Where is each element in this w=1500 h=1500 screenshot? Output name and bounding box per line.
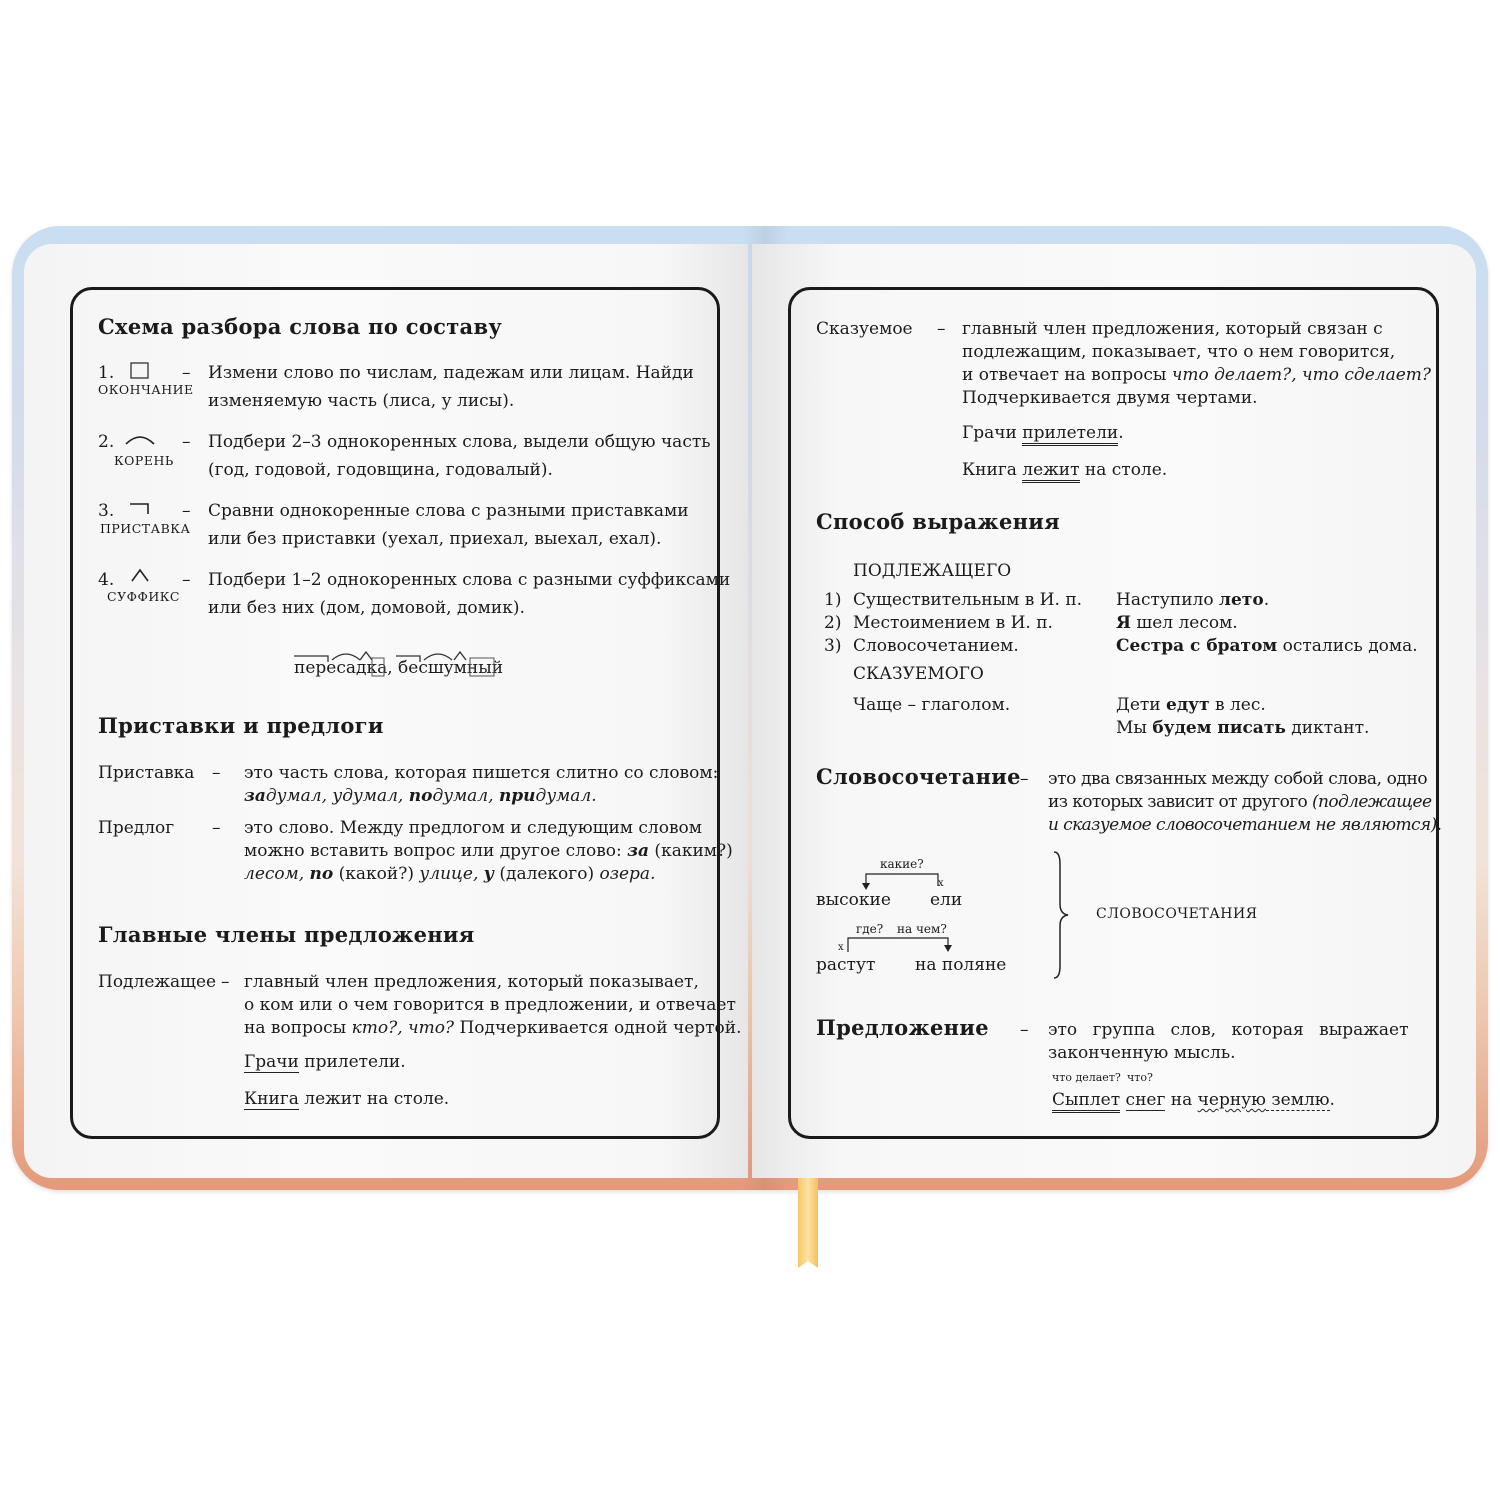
predicate-definition: подлежащим, показывает, что о нем говорится,	[962, 342, 1396, 362]
suffix-icon	[130, 567, 150, 583]
predicate-example: Книга лежит на столе.	[962, 459, 1167, 482]
prefix-term: Приставка	[98, 763, 195, 783]
phrase-word: высокие	[816, 890, 891, 910]
predicate-definition: главный член предложения, который связан с	[962, 319, 1383, 339]
phrase-question: где?	[856, 922, 884, 936]
morph-example: пересадка, бесшумный	[294, 658, 504, 678]
item-text: Сравни однокоренные слова с разными приставками	[208, 501, 689, 521]
predicate-term: Сказуемое	[816, 319, 913, 339]
phrase-definition: это два связанных между собой слова, одно	[1048, 769, 1428, 789]
subject-dash: –	[221, 972, 230, 992]
item-label: ПРИСТАВКА	[100, 521, 191, 536]
morph-title: Схема разбора слова по составу	[98, 314, 503, 339]
row-number: 2)	[824, 613, 842, 633]
phrase-question: на чем?	[897, 922, 947, 936]
predicate-way: Чаще – глаголом.	[853, 695, 1011, 715]
row-example: Наступило лето.	[1116, 590, 1270, 610]
sentence-dash: –	[1020, 1020, 1029, 1040]
item-text: или без них (дом, домовой, домик).	[208, 598, 525, 618]
item-text: изменяемую часть (лиса, у лисы).	[208, 391, 515, 411]
item-number: 2.	[98, 432, 115, 452]
item-text: (год, годовой, годовщина, годовалый).	[208, 460, 553, 480]
item-label: КОРЕНЬ	[114, 453, 174, 468]
root-icon	[124, 432, 156, 446]
main-members-title: Главные члены предложения	[98, 922, 475, 947]
item-text: или без приставки (уехал, приехал, выехал, ехал).	[208, 529, 662, 549]
prefix-icon	[128, 502, 152, 516]
predicate-header: СКАЗУЕМОГО	[853, 664, 984, 684]
prefix-dash: –	[212, 763, 221, 783]
phrase-label: СЛОВОСОЧЕТАНИЯ	[1096, 906, 1258, 922]
subject-term: Подлежащее	[98, 972, 217, 992]
row-number: 1)	[824, 590, 842, 610]
row-number: 3)	[824, 636, 842, 656]
phrase-definition: и сказуемое словосочетанием не являются).	[1048, 815, 1442, 835]
sentence-question: что делает?	[1052, 1071, 1121, 1084]
phrase-question: какие?	[880, 857, 924, 871]
ending-icon	[130, 362, 150, 380]
item-text: Подбери 2–3 однокоренных слова, выдели общую часть	[208, 432, 711, 452]
predicate-way-example: Мы будем писать диктант.	[1116, 718, 1370, 738]
item-label: ОКОНЧАНИЕ	[98, 382, 194, 397]
row-example: Я шел лесом.	[1116, 613, 1238, 633]
phrase-word: ели	[930, 890, 963, 910]
item-label: СУФФИКС	[107, 589, 180, 604]
predicate-definition: Подчеркивается двумя чертами.	[962, 388, 1258, 408]
sentence-definition: законченную мысль.	[1048, 1043, 1236, 1063]
bookmark-ribbon	[798, 1168, 818, 1268]
row-way: Словосочетанием.	[853, 636, 1019, 656]
morph-example-marks	[292, 648, 502, 678]
sentence-example: Сыплет снег на черную землю.	[1052, 1089, 1335, 1112]
item-dash: –	[182, 570, 191, 590]
curly-brace	[1052, 850, 1072, 980]
head-word-marker: x	[838, 942, 844, 953]
phrase-title: Словосочетание	[816, 764, 1021, 789]
item-number: 1.	[98, 363, 115, 383]
item-text: Подбери 1–2 однокоренных слова с разными суффиксами	[208, 570, 731, 590]
phrase-word: на поляне	[915, 955, 1007, 975]
predicate-example: Грачи прилетели.	[962, 422, 1124, 445]
predicate-dash: –	[937, 319, 946, 339]
phrase-dash: –	[1020, 769, 1029, 789]
prefix-definition: это часть слова, которая пишется слитно со словом:	[244, 763, 719, 783]
predicate-way-example: Дети едут в лес.	[1116, 695, 1266, 715]
subject-definition: о ком или о чем говорится в предложении, и отвечает	[244, 995, 736, 1015]
subject-example: Грачи прилетели.	[244, 1052, 406, 1072]
item-dash: –	[182, 363, 191, 383]
subject-example: Книга лежит на столе.	[244, 1089, 450, 1109]
expression-title: Способ выражения	[816, 509, 1060, 534]
row-way: Существительным в И. п.	[853, 590, 1083, 610]
item-text: Измени слово по числам, падежам или лицам. Найди	[208, 363, 694, 383]
preposition-dash: –	[212, 818, 221, 838]
preposition-definition: можно вставить вопрос или другое слово: за (каким?)	[244, 841, 733, 861]
sentence-definition: это группа слов, которая выражает	[1048, 1020, 1409, 1040]
preposition-examples: лесом, по (какой?) улице, у (далекого) озера.	[244, 864, 656, 884]
phrase-word: растут	[816, 955, 876, 975]
prefixes-title: Приставки и предлоги	[98, 713, 384, 738]
item-number: 4.	[98, 570, 115, 590]
item-dash: –	[182, 501, 191, 521]
subject-definition: на вопросы кто?, что? Подчеркивается одной чертой.	[244, 1018, 742, 1038]
phrase-arrow	[842, 934, 954, 956]
preposition-term: Предлог	[98, 818, 175, 838]
subject-definition: главный член предложения, который показывает,	[244, 972, 699, 992]
head-word-marker: x	[938, 878, 944, 889]
row-way: Местоимением в И. п.	[853, 613, 1053, 633]
phrase-definition: из которых зависит от другого (подлежащее	[1048, 792, 1432, 812]
item-number: 3.	[98, 501, 115, 521]
sentence-title: Предложение	[816, 1015, 989, 1040]
subject-header: ПОДЛЕЖАЩЕГО	[853, 561, 1012, 581]
row-example: Сестра с братом остались дома.	[1116, 636, 1418, 656]
item-dash: –	[182, 432, 191, 452]
prefix-examples: задумал, удумал, подумал, придумал.	[244, 786, 597, 806]
sentence-question: что?	[1127, 1071, 1153, 1084]
preposition-definition: это слово. Между предлогом и следующим словом	[244, 818, 702, 838]
predicate-definition: и отвечает на вопросы что делает?, что сделает?	[962, 365, 1432, 385]
